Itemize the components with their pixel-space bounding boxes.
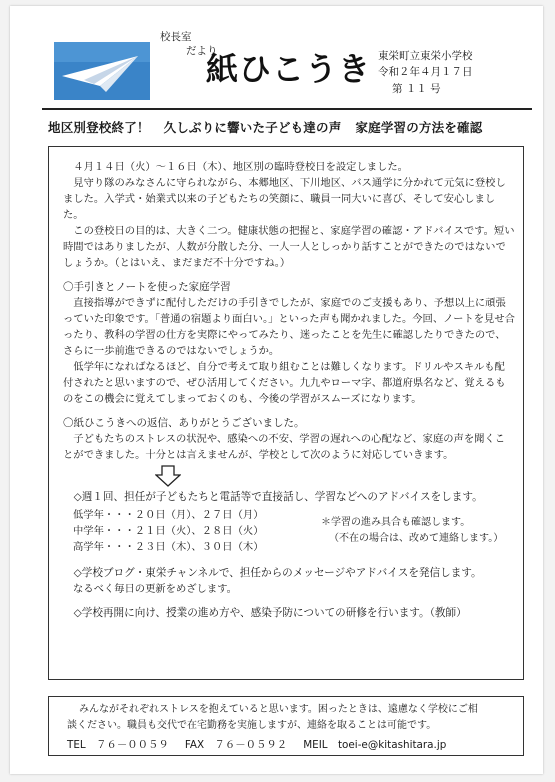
schedule-row: 低学年・・・２０日（月）、２７日（月） [73,509,264,521]
headline-part2: 久しぶりに響いた子ども達の声 [163,120,342,135]
schedule-row: 中学年・・・２１日（火）、２８日（火） [73,525,264,537]
school-name: 東栄町立東栄小学校 [378,50,473,62]
paragraph: 直接指導ができずに配付しただけの手引きでしたが、家庭でのご支援もあり、予想以上に頑張っていた印象です。「普通の宿題より面白い。」といった声も聞かれました。今回、ノートを見せ合ったり、教科の学習の仕方を実際にやってみたり、迷ったことを先生に確認したりできたので、さらに一歩前進できるのではないでしょうか。 [63,297,515,357]
headline-part1: 地区別登校終了！ [48,120,150,135]
bullet-item: ◇学校ブログ・東栄チャンネルで、担任からのメッセージやアドバイスを発信します。 [73,567,482,579]
phone-number: TEL ７６－００５９ [67,739,169,751]
fax-number: FAX ７６－０５９２ [184,739,288,751]
bullet-item: ◇学校再開に向け、授業の進め方や、感染予防についての研修を行います。（教師） [73,607,467,619]
down-arrow-icon [155,465,181,487]
bullet-item: ◇週１回、担任が子どもたちと電話等で直接話し、学習などへのアドバイスをします。 [73,491,483,503]
paper-airplane-icon [54,42,150,100]
email-address: MEIL toei-e@kitashitara.jp [303,739,447,751]
paragraph: 見守り隊のみなさんに守られながら、本郷地区、下川地区、バス通学に分かれて元気に登校しました。入学式・始業式以来の子どもたちの笑顔に、職員一同大いに喜び、そして安心しました。 [63,177,506,221]
schedule-note-line1: ＊学習の進み具合も確認します。 [321,517,471,528]
schedule-rows [73,507,264,555]
headline [48,118,528,136]
schedule-note-line2: （不在の場合は、改めて連絡します。） [329,533,504,544]
phone-schedule [63,507,515,557]
contact-message-line2: 談ください。職員も交代で在宅勤務を実施しますが、連絡を取ることは可能です。 [67,720,437,731]
newsletter-title: 紙ひこうき [206,50,372,88]
newsletter-page [10,6,543,774]
section-heading: 〇手引きとノートを使った家庭学習 [63,281,231,293]
contact-box [48,696,524,756]
paragraph: 低学年になればなるほど、自分で考えて取り組むことは難しくなります。ドリルやスキルも配付されたと思いますので、ぜひ活用してください。九九やローマ字、都道府県名など、覚えるものをこの機会に覚えてしまっておくのも、今後の学習がスムーズになります。 [63,361,506,405]
contact-message-line1: みんながそれぞれストレスを抱えていると思います。困ったときは、遠慮なく学校にご相 [79,704,478,715]
schedule-row: 高学年・・・２３日（木）、３０日（木） [73,541,264,553]
issue-date: 令和２年４月１７日 [378,66,473,79]
paragraph: ４月１４日（火）～１６日（木）、地区別の臨時登校日を設定しました。 [73,161,408,173]
header-divider [42,108,532,110]
main-article-box [48,146,524,680]
article-content [63,159,515,621]
paragraph: この登校日の目的は、大きく二つ。健康状態の把握と、家庭学習の確認・アドバイスです。短い時間ではありましたが、人数が分散した分、一人一人としっかり話すことができたのではないでしょうか。（とはいえ、まだまだ不十分ですね。） [63,225,515,269]
school-info [378,48,473,97]
column-name-line2: だより [186,45,218,58]
bullet-subtext: なるべく毎日の更新をめざします。 [73,583,237,595]
headline-part3: 家庭学習の方法を確認 [355,120,483,135]
contact-details [67,737,446,753]
issue-number: 第 １１ 号 [392,82,441,95]
paragraph: 子どもたちのストレスの状況や、感染への不安、学習の遅れへの心配など、家庭の声を聞くことができました。十分とは言えませんが、学校として次のように対応していきます。 [63,433,506,461]
schedule-note [321,515,503,547]
column-name-line1: 校長室 [160,31,192,43]
section-heading: 〇紙ひこうきへの返信、ありがとうございました。 [63,417,305,429]
